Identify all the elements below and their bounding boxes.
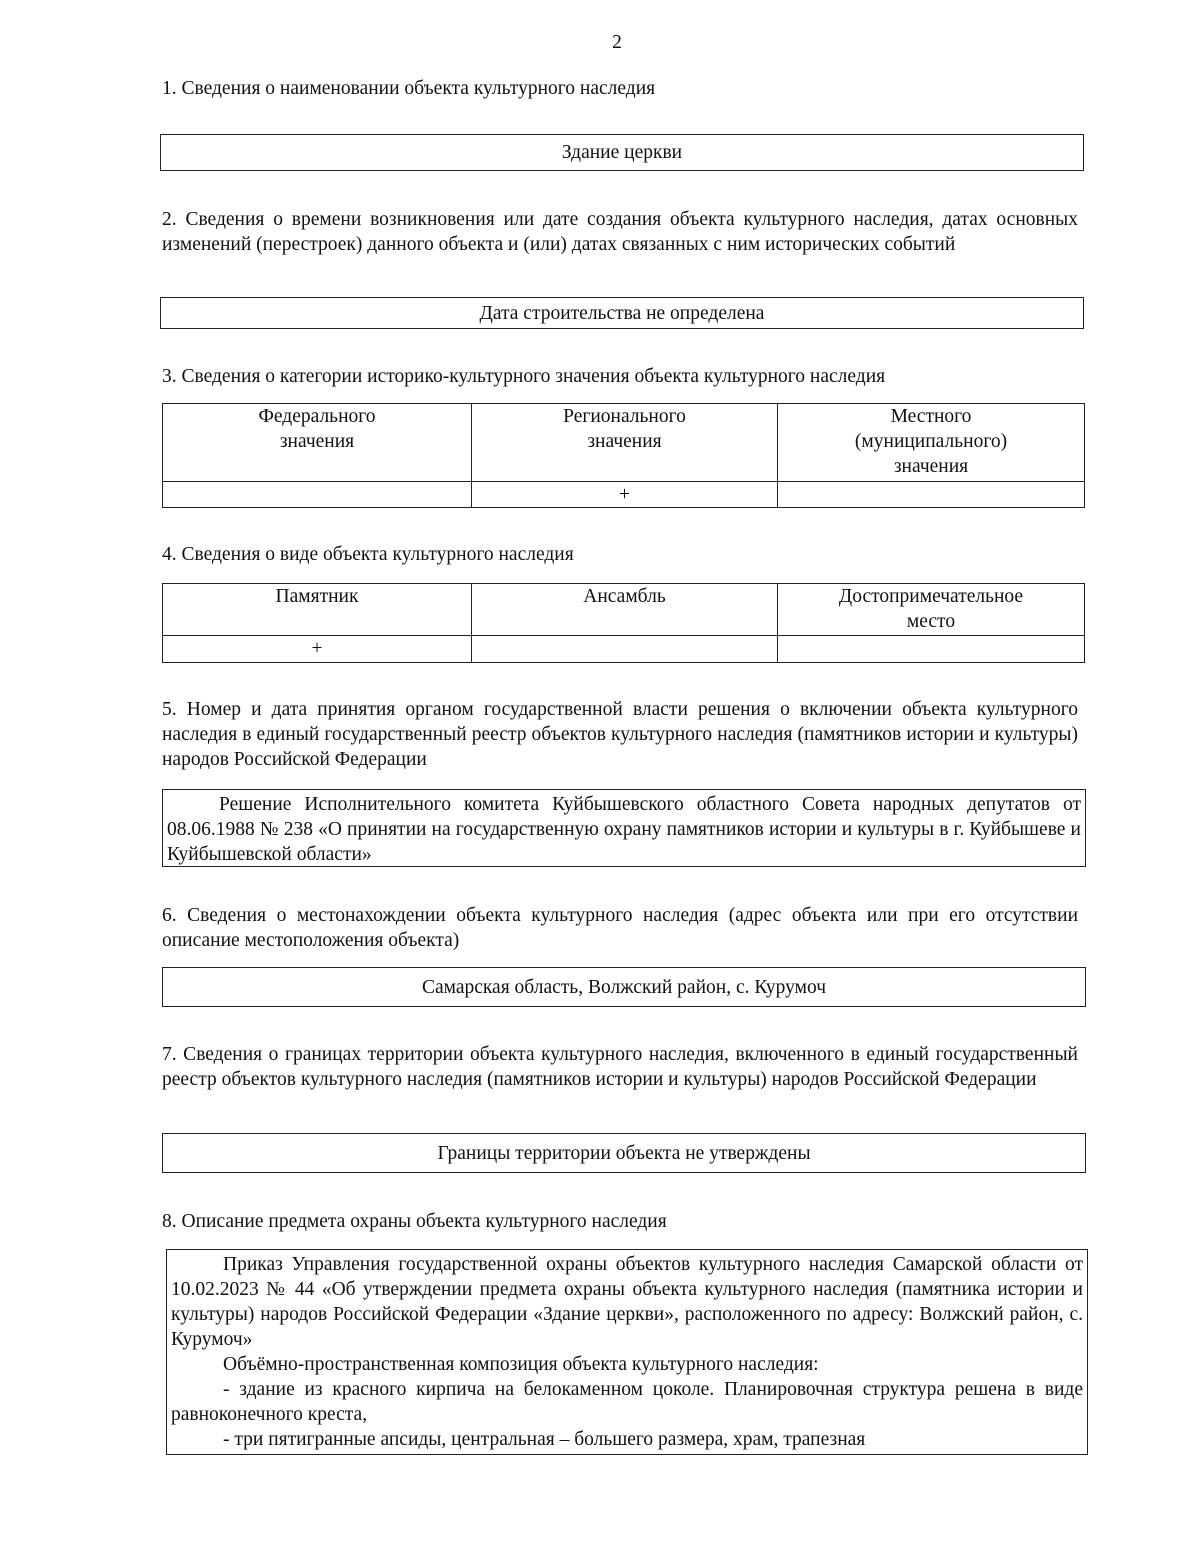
type-landmark: Достопримечательное место	[778, 584, 1085, 636]
protection-order: Приказ Управления государственной охраны объектов культурного наследия Самарской области от 10.02.2023 № 44 «Об утверждении предмета охраны объекта культурного наследия (памятника истории и культуры) народов Российской Федерации «Здание церкви», расположенного по адресу: Волжский район, с. Курумоч»	[171, 1254, 1083, 1350]
section-2-heading: 2. Сведения о времени возникновения или дате создания объекта культурного наследия, датах основных изменений (перестроек) данного объекта и (или) датах связанных с ним исторических событий	[162, 209, 1078, 255]
category-table	[162, 403, 1085, 508]
type-ensemble: Ансамбль	[472, 584, 778, 636]
section-5-heading: 5. Номер и дата принятия органом государственной власти решения о включении объекта культурного наследия в единый государственный реестр объектов культурного наследия (памятников истории и культуры) народов Российской Федерации	[162, 699, 1078, 770]
section-6-box	[162, 967, 1086, 1007]
category-local-mark	[778, 482, 1085, 508]
construction-date: Дата строительства не определена	[479, 302, 765, 324]
composition-intro: Объёмно-пространственная композиция объекта культурного наследия:	[223, 1354, 819, 1375]
type-table	[162, 583, 1085, 663]
composition-item-1: - здание из красного кирпича на белокаменном цоколе. Планировочная структура решена в виде равноконечного креста,	[171, 1379, 1083, 1425]
section-1-heading: 1. Сведения о наименовании объекта культурного наследия	[162, 78, 656, 99]
composition-item-2: - три пятигранные апсиды, центральная – большего размера, храм, трапезная	[223, 1429, 866, 1450]
section-8-heading: 8. Описание предмета охраны объекта культурного наследия	[162, 1211, 667, 1232]
section-6-heading: 6. Сведения о местонахождении объекта культурного наследия (адрес объекта или при его отсутствии описание местоположения объекта)	[162, 905, 1078, 951]
category-federal-mark	[163, 482, 472, 508]
section-5-box	[162, 789, 1086, 867]
section-3-heading: 3. Сведения о категории историко-культурного значения объекта культурного наследия	[162, 366, 886, 387]
category-regional: Регионального значения	[472, 404, 778, 482]
object-name: Здание церкви	[561, 142, 683, 163]
object-address: Самарская область, Волжский район, с. Курумоч	[421, 976, 827, 998]
page-number: 2	[612, 32, 622, 53]
category-federal: Федерального значения	[163, 404, 472, 482]
territory-boundaries: Границы территории объекта не утверждены	[437, 1142, 811, 1164]
section-7-heading: 7. Сведения о границах территории объекта культурного наследия, включенного в единый государственный реестр объектов культурного наследия (памятников истории и культуры) народов Российской Федерации	[162, 1044, 1078, 1090]
section-2-box	[160, 297, 1084, 329]
section-1-box	[160, 134, 1084, 171]
section-4-heading: 4. Сведения о виде объекта культурного наследия	[162, 544, 574, 565]
type-monument: Памятник	[163, 584, 472, 636]
section-7-box	[162, 1133, 1086, 1173]
type-monument-mark: +	[163, 636, 472, 663]
category-local: Местного (муниципального) значения	[778, 404, 1085, 482]
category-regional-mark: +	[472, 482, 778, 508]
registry-decision: Решение Исполнительного комитета Куйбышевского областного Совета народных депутатов от 08.06.1988 № 238 «О принятии на государственную охрану памятников истории и культуры в г. Куйбышеве и Куйбышевской области»	[167, 794, 1081, 865]
type-ensemble-mark	[472, 636, 778, 663]
type-landmark-mark	[778, 636, 1085, 663]
section-8-box	[166, 1249, 1088, 1455]
